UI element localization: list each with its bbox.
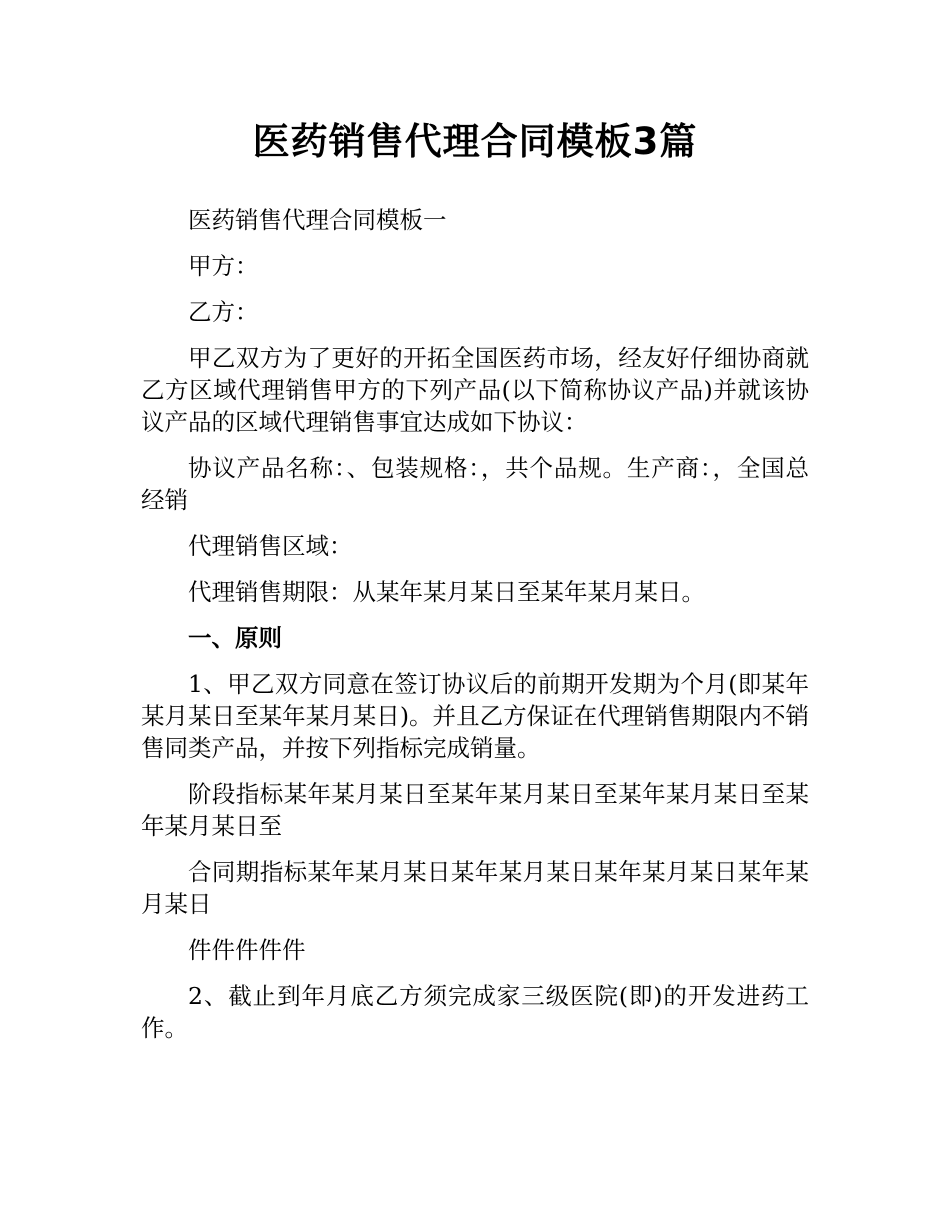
- stage-target-paragraph: 阶段指标某年某月某日至某年某月某日至某年某月某日至某年某月某日至: [141, 780, 809, 840]
- contract-target-paragraph: 合同期指标某年某月某日某年某月某日某年某月某日某年某月某日: [141, 858, 809, 918]
- sales-period-line: 代理销售期限：从某年某月某日至某年某月某日。: [188, 578, 705, 606]
- party-b-line: 乙方：: [188, 298, 259, 326]
- sales-region-line: 代理销售区域：: [188, 532, 353, 560]
- document-title: 医药销售代理合同模板3篇: [252, 120, 698, 163]
- preamble-paragraph: 甲乙双方为了更好的开拓全国医药市场，经友好仔细协商就乙方区域代理销售甲方的下列产品(以下简称协议产品)并就该协议产品的区域代理销售事宜达成如下协议：: [141, 344, 809, 436]
- product-info-paragraph: 协议产品名称：、包装规格：，共个品规。生产商：，全国总经销: [141, 454, 809, 514]
- units-line: 件件件件件: [188, 936, 306, 964]
- clause-2-paragraph: 2、截止到年月底乙方须完成家三级医院(即)的开发进药工作。: [141, 982, 809, 1042]
- clause-1-paragraph: 1、甲乙双方同意在签订协议后的前期开发期为个月(即某年某月某日至某年某月某日)。并且乙方保证在代理销售期限内不销售同类产品，并按下列指标完成销量。: [141, 670, 809, 762]
- party-a-line: 甲方：: [188, 252, 259, 280]
- section-heading: 一、原则: [188, 624, 282, 652]
- document-body: [141, 204, 809, 1058]
- contract-subtitle: 医药销售代理合同模板一: [188, 206, 447, 234]
